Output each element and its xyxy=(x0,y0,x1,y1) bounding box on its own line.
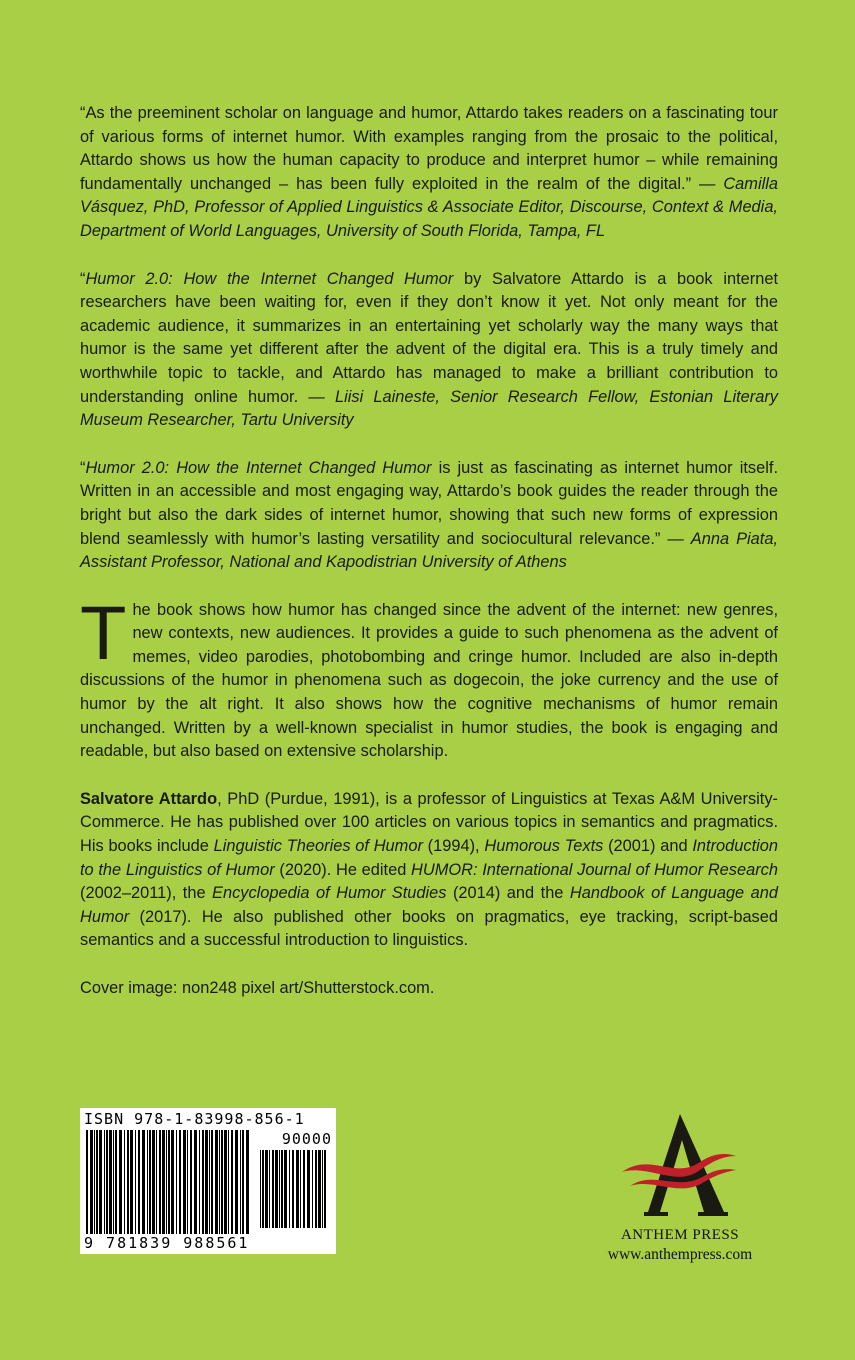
barcode-bar xyxy=(262,1150,264,1228)
book-description xyxy=(80,590,778,764)
barcode-bar xyxy=(94,1130,95,1248)
barcode-bar xyxy=(318,1150,321,1228)
publisher-url: www.anthempress.com xyxy=(607,1246,753,1263)
isbn-barcode xyxy=(80,1108,336,1254)
barcode-bar xyxy=(149,1130,151,1248)
barcode-bar xyxy=(90,1130,93,1248)
barcode-bar xyxy=(130,1130,133,1248)
barcode-bar xyxy=(127,1130,129,1248)
barcode-bar xyxy=(179,1130,181,1248)
barcode-bar xyxy=(209,1130,210,1248)
bio-text: (2017). He also published other books on pragmatics, eye tracking, script-based semantics and a successful introduction to linguistics. xyxy=(80,907,778,950)
barcode-bar xyxy=(246,1130,249,1248)
bio-book-title: HUMOR: International Journal of Humor Research xyxy=(411,860,778,879)
barcode-bar xyxy=(119,1130,122,1248)
barcode-bar xyxy=(211,1130,213,1248)
blurb-piata xyxy=(80,457,778,575)
barcode-bar xyxy=(199,1130,200,1248)
barcode-bar xyxy=(171,1130,174,1248)
anthem-logo-icon xyxy=(620,1112,740,1220)
barcode-bar xyxy=(235,1130,238,1248)
blurb-quote-mark: “ xyxy=(80,458,86,477)
bio-book-title: Handbook of Language and Humor xyxy=(80,884,778,926)
barcode-bar xyxy=(109,1130,112,1248)
barcode-bar xyxy=(162,1130,165,1248)
barcode-bar xyxy=(147,1130,148,1248)
barcode-bar xyxy=(106,1130,108,1248)
ean-digits: 9 781839 988561 xyxy=(84,1234,250,1252)
blurb-attribution: Liisi Laineste, Senior Research Fellow, Estonian Literary Museum Researcher, Tartu University xyxy=(80,387,778,430)
blurb-attribution: Anna Piata, Assistant Professor, National and Kapodistrian University of Athens xyxy=(80,529,778,572)
bio-text: (2014) and the xyxy=(446,884,570,903)
blurb-laineste xyxy=(80,268,778,433)
barcode-bar xyxy=(205,1130,208,1248)
bio-book-title: Linguistic Theories of Humor xyxy=(213,837,423,856)
barcode-bar xyxy=(231,1130,233,1248)
barcode-bar xyxy=(156,1130,157,1248)
barcode-bar xyxy=(152,1130,155,1248)
description-text: he book shows how humor has changed since the advent of the internet: new genres, new contexts, new audiences. It provides a guide to such phenomena as the advent of memes, video parodies, photobombing and cringe humor. Included are also in-depth discussions of the humor in phenomena such as dogecoin, the joke currency and the use of humor by the alt right. It also shows how the cognitive mechanisms of humor remain unchanged. Written by a well-known specialist in humor studies, the book is engaging and readable, but also based on extensive scholarship. xyxy=(80,600,778,761)
bio-book-title: Humorous Texts xyxy=(484,837,604,856)
blurb-attribution: Camilla Vásquez, PhD, Professor of Applied Linguistics & Associate Editor, Discourse, Context & Media, Department of World Languages, University of South Florida, Tampa, FL xyxy=(80,174,778,240)
bio-book-title: Encyclopedia of Humor Studies xyxy=(212,884,447,903)
book-title-ref: Humor 2.0: How the Internet Changed Humor xyxy=(85,269,454,288)
bio-text: (2020). He edited xyxy=(274,860,412,879)
blurb-vasquez xyxy=(80,102,778,244)
barcode-bar xyxy=(296,1150,299,1228)
barcode-bar xyxy=(242,1130,244,1248)
barcode-bar xyxy=(113,1130,114,1248)
barcode-bar xyxy=(284,1150,287,1228)
back-cover-text xyxy=(80,102,778,1001)
bio-text: , PhD (Purdue, 1991), is a professor of Linguistics at Texas A&M University-Commerce. He has published over 100 articles on various topics in semantics and pragmatics. His books include xyxy=(80,789,779,856)
bio-text: (1994), xyxy=(422,837,485,856)
cover-image-credit: Cover image: non248 pixel art/Shutterstock.com. xyxy=(80,979,435,997)
barcode-bar xyxy=(224,1130,227,1248)
blurb-text: “As the preeminent scholar on language and humor, Attardo takes readers on a fascinating tour of various forms of internet humor. With examples ranging from the prosaic to the political, Attardo shows us how the human capacity to produce and interpret humor – while remaining fundamentally unchanged – has been fully exploited in the realm of the digital.” — xyxy=(80,104,778,193)
barcode-bar xyxy=(219,1130,220,1248)
barcode-bar xyxy=(240,1130,241,1248)
barcode-bar xyxy=(272,1150,274,1228)
bio-text: (2002–2011), the xyxy=(80,884,213,903)
barcode-bar xyxy=(221,1130,223,1248)
barcode-bar xyxy=(115,1130,117,1248)
price-code: 90000 xyxy=(281,1130,332,1148)
barcode-bar xyxy=(215,1130,218,1248)
barcode-bar xyxy=(269,1150,270,1228)
publisher-name: ANTHEM PRESS xyxy=(620,1227,740,1243)
barcode-bar xyxy=(176,1130,177,1248)
barcode-bar xyxy=(187,1130,188,1248)
barcode-bar xyxy=(135,1130,136,1248)
barcode-bar xyxy=(138,1130,140,1248)
bio-book-title: Introduction to the Linguistics of Humor xyxy=(80,837,779,879)
bio-text: (2001) and xyxy=(603,837,693,856)
barcode-bar xyxy=(202,1130,204,1248)
barcode-bar xyxy=(190,1130,192,1248)
barcode-bar xyxy=(289,1150,290,1228)
blurb-quote-mark: “ xyxy=(80,269,86,288)
book-title-ref: Humor 2.0: How the Internet Changed Humor xyxy=(85,458,432,477)
barcode-bar xyxy=(281,1150,283,1228)
barcode-bar xyxy=(168,1130,170,1248)
author-bio xyxy=(80,788,778,953)
barcode-bar xyxy=(300,1150,301,1228)
barcode-bar xyxy=(315,1150,317,1228)
blurb-text: by Salvatore Attardo is a book internet researchers have been waiting for, even if they don’t know it yet. Not only meant for the academic audience, it summarizes in an entertaining yet scholarly way the many ways that humor is the same yet different after the advent of the digital era. This is a truly timely and worthwhile topic to tackle, and Attardo has managed to make a brilliant contribution to understanding online humor. — xyxy=(80,269,778,406)
barcode-bar xyxy=(86,1130,88,1248)
drop-cap: T xyxy=(80,590,127,676)
barcode-bar xyxy=(159,1130,161,1248)
barcode-bar xyxy=(228,1130,229,1248)
barcode-bar xyxy=(99,1130,102,1248)
barcode-bar xyxy=(124,1130,125,1248)
ean-bars xyxy=(86,1130,252,1248)
barcode-bar xyxy=(279,1150,280,1228)
author-name: Salvatore Attardo xyxy=(80,789,218,808)
barcode-bar xyxy=(303,1150,305,1228)
barcode-bar xyxy=(96,1130,98,1248)
barcode-bar xyxy=(324,1150,326,1228)
barcode-bar xyxy=(275,1150,278,1228)
blurb-text: is just as fascinating as internet humor itself. Written in an accessible and most engaging way, Attardo’s book guides the reader through the bright but also the dark sides of internet humor, showing that such new forms of expression blend seamlessly with humor’s lasting versatility and sociocultural relevance.” — xyxy=(80,458,778,548)
barcode-bar xyxy=(312,1150,313,1228)
barcode-bar xyxy=(194,1130,197,1248)
barcode-bar xyxy=(292,1150,294,1228)
isbn-text: ISBN 978-1-83998-856-1 xyxy=(84,1110,305,1128)
barcode-bar xyxy=(142,1130,145,1248)
barcode-bar xyxy=(265,1150,268,1228)
barcode-bar xyxy=(260,1150,261,1228)
publisher-block xyxy=(575,1112,785,1264)
barcode-bar xyxy=(183,1130,186,1248)
barcode-bar xyxy=(322,1150,323,1228)
addon-bars xyxy=(260,1150,330,1228)
barcode-bar xyxy=(104,1130,105,1248)
barcode-bar xyxy=(307,1150,310,1228)
barcode-bar xyxy=(166,1130,167,1248)
